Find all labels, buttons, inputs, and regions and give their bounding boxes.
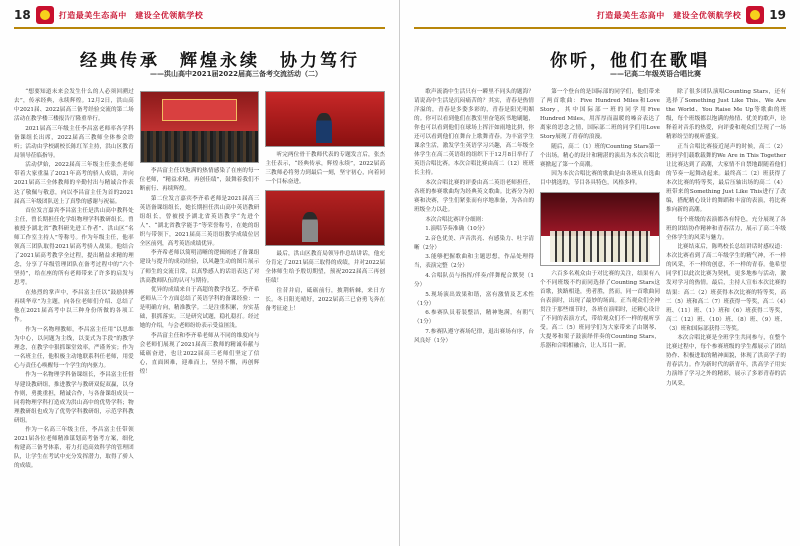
scoring-item: 2.音色优美、声音洪亮、有感染力、吐字清晰（2分） xyxy=(414,235,534,251)
scoring-item: 3.能够把握歌曲和主题思想，作品处理得当，表演完整（2分） xyxy=(414,254,534,270)
article-paragraph: 最后，洪山区教育局领导作总结讲话，他充分肯定了2021届高三取得的成绩，并对2022届全体师生给予殷切期望，预祝2022届高三再创佳绩！ xyxy=(265,251,386,285)
article-paragraph: 在热烈的掌声中，李昌富主任以“鼓励拼搏 再续华章”为主题，向各位老师们介绍、总结了他在2021届高考中以三种身份所做的各项工作。 xyxy=(14,290,140,324)
article-paragraph: 李昌富主任以饱满的热情感染了在座的每一位老师，“精益求精，再创佳绩”，鼓舞着我们不断前行、再续辉煌。 xyxy=(139,168,260,193)
article-paragraph: 作为一名物理教师，李昌富主任用“以思维为中心，以问题为主线，以变式为手段”的教学理念，在教学中狠抓课堂效率，严谨务实；作为一名班主任，他积极主动地联系科任老师，用爱心与责任心唤醒每一个学生的内驱力。 xyxy=(14,326,134,369)
article-paragraph: 李昌富主任和李齐希老师从不同的维度向与会老师们展现了2021届高三教师的精诚奉献与砥砺奋进，也让2022届高三老师们坚定了信心，直面困难，迎难而上，坚持不懈，再创辉煌！ xyxy=(139,332,260,376)
article-paragraph: 除了很多团队演唱Counting Stars，还有选择了Something Just Like This、We Are the World、You Raise Me Up等歌曲的班级，每个班级都以饱满的热情、优美的歌声，诠释着对音乐的热爱，向评委和观众们呈现了一场精彩纷呈的视听盛宴。 xyxy=(666,89,786,141)
article-paragraph: 听完两位骨干教师代表的专题发言后，张杰主任表示，“经典传承，辉煌永续”，2022届高三教师必将努力到最后一刻，坚守初心，向着同一个目标奋进。 xyxy=(265,152,386,186)
article-paragraph: 随后，高二（1）班的Counting Stars第一个出场。精心的设计和精湛的演出为本次合唱比赛掀起了第一个高潮。 xyxy=(540,143,660,168)
article-paragraph: 本次合唱比赛是全班学生共同参与，在整个比赛过程中，每个参赛班级的学生都展示了团结协作、积极进取的精神面貌，体现了洪高学子的青春活力。作为新时代的新青年，洪高学子用实力演绎了学习之外的精彩，展示了多彩青春的活力风采。 xyxy=(666,335,786,387)
article-paragraph: 第一个登台的是国际部的同学们，他们带来了两首歌曲：Five Hundred Miles和Love Story，其中国际部一班的同学用Five Hundred Miles，用浑厚而温暖的嗓音表达了离家的思念之情，国际部二班的同学们用Love Story展现了青春的浪漫。 xyxy=(540,89,660,141)
article-paragraph: 六百多名观众由于对比赛的关注，结果有八个不同班级不约而同选择了Counting Stars这首歌，狭路相逢，勇者胜，然而，同一首歌曲同台表演时，出现了最妙的场面。正当观众们全神贯注于那些细节时，各班在演唱时，还精心设计了不同的表演方式，带给观众们不一样的视听享受。高二（5）班同学们为大家带来了由钢琴、大提琴和架子鼓演绎伴奏的Counting Stars，乐器和合唱相融合，让人耳目一新。 xyxy=(540,270,660,349)
article-paragraph: 本次合唱比赛评分细则： xyxy=(425,216,487,223)
header-divider-left xyxy=(14,27,385,29)
right-article-title: 你听，他们在歌唱 xyxy=(550,51,710,71)
article-paragraph: 往昔并肩，砥砺前行，披荆斩棘，来日方长。冬日阳光晴好，2022届高三已奋勇飞奔在备考征途上！ xyxy=(265,287,386,312)
left-column-3 xyxy=(265,88,385,538)
scoring-item: 5.现场演出效果和谐，富有激情及艺术性（1分） xyxy=(414,291,534,307)
page-number-right: 19 xyxy=(769,8,786,22)
school-logo-icon xyxy=(36,6,54,24)
choir-photo xyxy=(540,192,660,266)
article-paragraph: 优异的成绩来自于高超的教学技艺。李齐希老师从三个方面总结了英语学科的备课经验：一是明确方向，精准教学。二是注重积累，夯实基础，狠抓落实。三是研究试题，稳扎稳打。经过她的介绍，与会老师纷纷表示受益匪浅。 xyxy=(139,287,260,330)
right-page xyxy=(400,0,800,546)
scoring-item: 1.演唱节奏准确（10分） xyxy=(425,226,488,233)
scoring-item: 7.参赛队遵守赛场纪律，退出赛场有序，台风良好（1分） xyxy=(414,328,534,344)
scoring-item: 6.参赛队员着装整洁，精神饱满，有朝气（1分） xyxy=(414,310,534,326)
left-column-2 xyxy=(140,88,260,538)
article-paragraph: 比赛结束后，陈鸣校长总结讲话时感叹道：本次比赛看到了高二年级学生的精气神，不一样的风采，不一样的创意，不一样的青春。他希望同学们以此次比赛为契机，更多地参与活动，激发对学习的热情。最后，主持人宣布本次比赛的结果：高二（2）班获得本次比赛的特等奖，高二（5）班和高二（7）班获得一等奖，高二（4）班、（11）班、（1）班和（6）班获得二等奖，高二（12）班、（10）班、（8）班、（9）班、（3）班和国际部获得三等奖。 xyxy=(666,244,786,332)
left-page-header xyxy=(14,4,203,26)
right-column-3 xyxy=(666,88,786,538)
right-column-1 xyxy=(414,88,534,538)
article-paragraph: 因为本次合唱比赛的歌曲是由各班从自选曲目中挑选的，节目各具特色，风格多样。 xyxy=(540,171,660,187)
right-article-body xyxy=(414,88,786,538)
article-paragraph: 本次合唱比赛的评委由高二英语老师担任，各班的参赛歌曲均为经典英文歌曲。比赛分为初赛和决赛，学生们紧张而有序地准备，为各自的班级全力以赴。 xyxy=(414,179,534,214)
auditorium-photo xyxy=(140,91,260,163)
speaker-photo-1 xyxy=(265,91,385,147)
article-paragraph: 第二位发言嘉宾李齐希老师是2021届高三英语备课组组长，她长期担任洪山高中英语教研组组长，曾被授予湖北省英语教学“先进个人”、“湖北省教学能手”等荣誉称号，在她的组织与带领下，2021届高三英语组教学成绩位居全区前列，高考英语成绩优异。 xyxy=(139,195,260,247)
left-article-title: 经典传承 辉煌永续 协力笃行 xyxy=(80,51,360,71)
article-paragraph: 活动伊始，2022届高三年级主任张杰老师带着大家重温了2021年高考的骄人成绩，并向2021届高三全体教师的辛勤付出与精诚合作表达了敬佩与敬意，向以李昌富主任为首的2021届高三年级团队送上了真挚的感谢与祝福。 xyxy=(14,162,134,205)
article-paragraph: 2021届高三年级主任李昌富老师率各学科备课组长出席，2022届高三教师全体参会聆听；活动由学校副校长陈红军主持，洪山区教育局领导莅临指导。 xyxy=(14,125,134,159)
right-article-subtitle: ——记高二年级英语合唱比赛 xyxy=(610,70,701,78)
article-paragraph: 李齐希老师以简明清晰的逻辑阐述了备课组建设与提升的成功经验，以风趣生动的图片展示了师生的交流日常，以真挚感人的话语表达了对洪高教师队伍的认可与期待。 xyxy=(139,250,260,284)
school-logo-icon xyxy=(746,6,764,24)
right-page-header xyxy=(597,4,786,26)
left-article-subtitle: ——洪山高中2021届2022届高三备考交流活动（二） xyxy=(150,70,322,78)
article-paragraph: 作为一名物理学科备课组长，李昌富主任督导建设教研组，推进教学与教研双促双赢，以身作则，勇挑重担，精诚合作，与各备课组成员一同将物理学科打造成为洪山高中的优势学科；物理教研组也成为了优势学科教研组，示范学科教研组。 xyxy=(14,372,134,424)
article-paragraph: 正当合唱比赛接近尾声的时候，高二（2）班同学们载歌载舞的We Are in This Together让比赛达到了高潮，大家情不自禁地跟随着他们的节奏一起舞动起来。最终高二（2）班获得了本次比赛的特等奖，最后压轴出场的高二（4）班带来的Something Just Like This进行了改编，搭配精心设计的舞蹈和丰富的表演，将比赛推向新的高潮。 xyxy=(666,143,786,214)
header-slogan-right: 打造最美生态高中 建设全优领航学校 xyxy=(596,10,742,20)
left-column-1 xyxy=(14,88,140,538)
article-paragraph: 每个班级的表演都各有特色，充分展现了各班的团结协作精神和青春活力，展示了高二年级全体学生的风采与魅力。 xyxy=(666,216,786,241)
article-paragraph: 作为一名高三年级主任，李昌富主任带领2021届各位老师精准谋划高考备考方案，细化构建高三备考体系，着力打造高效科学的管理团队，让学生在考试中充分发挥潜力，取得了骄人的成绩。 xyxy=(14,427,134,470)
left-article-body xyxy=(14,88,385,538)
page-number-left: 18 xyxy=(14,8,31,22)
article-paragraph: “想要知道未来会发生什么的人必须回溯过去”，传承经典，永续辉煌。12月2日，洪山高中2021届、2022届高三备考经验交流的第二场活动在教学楼三楼报告厅隆重举行。 xyxy=(14,89,134,123)
right-column-2 xyxy=(540,88,660,538)
article-paragraph: 首位发言嘉宾李昌富主任是洪山高中教科处主任，曾长期担任化学组物理学科教研组长。曾被授予湖北省“教科研先进工作者”、洪山区“名师工作室主持人”等称号。作为年级主任，他率领高三团队取得2021届高考骄人战果。他结合了2021届高考教学全过程，提出精益求精的理念，分享了年级管理团队在备考过程中的“六个坚持”，给在座的所有老师带来了许多的启发与思考。 xyxy=(14,208,134,287)
scoring-item: 4.合唱队员与指挥/伴奏/伴舞配合默契（1分） xyxy=(414,272,534,288)
article-paragraph: 歌声流淌中生活只有一瞬里不同头的题海？请说高中生活是沉闷痛苦的？其实，青春是热情洋溢的，青春是多姿多彩的，青春是阳光明媚的。你可以看到他们在教室里奋笔疾书地刷题，你也可以看到他们在球场上挥汗如雨地比拼，你还可以看到他们在舞台上歌舞青春。为丰富学生课余生活，激发学生英语学习兴趣，高二年级全体学生在高二英语组的组织下于12月8日举行了英语合唱比赛。本次合唱比赛由高二（12）班班长主持。 xyxy=(414,89,534,177)
header-slogan-left: 打造最美生态高中 建设全优领航学校 xyxy=(58,10,204,20)
header-divider-right xyxy=(414,27,786,29)
speaker-photo-2 xyxy=(265,190,385,246)
